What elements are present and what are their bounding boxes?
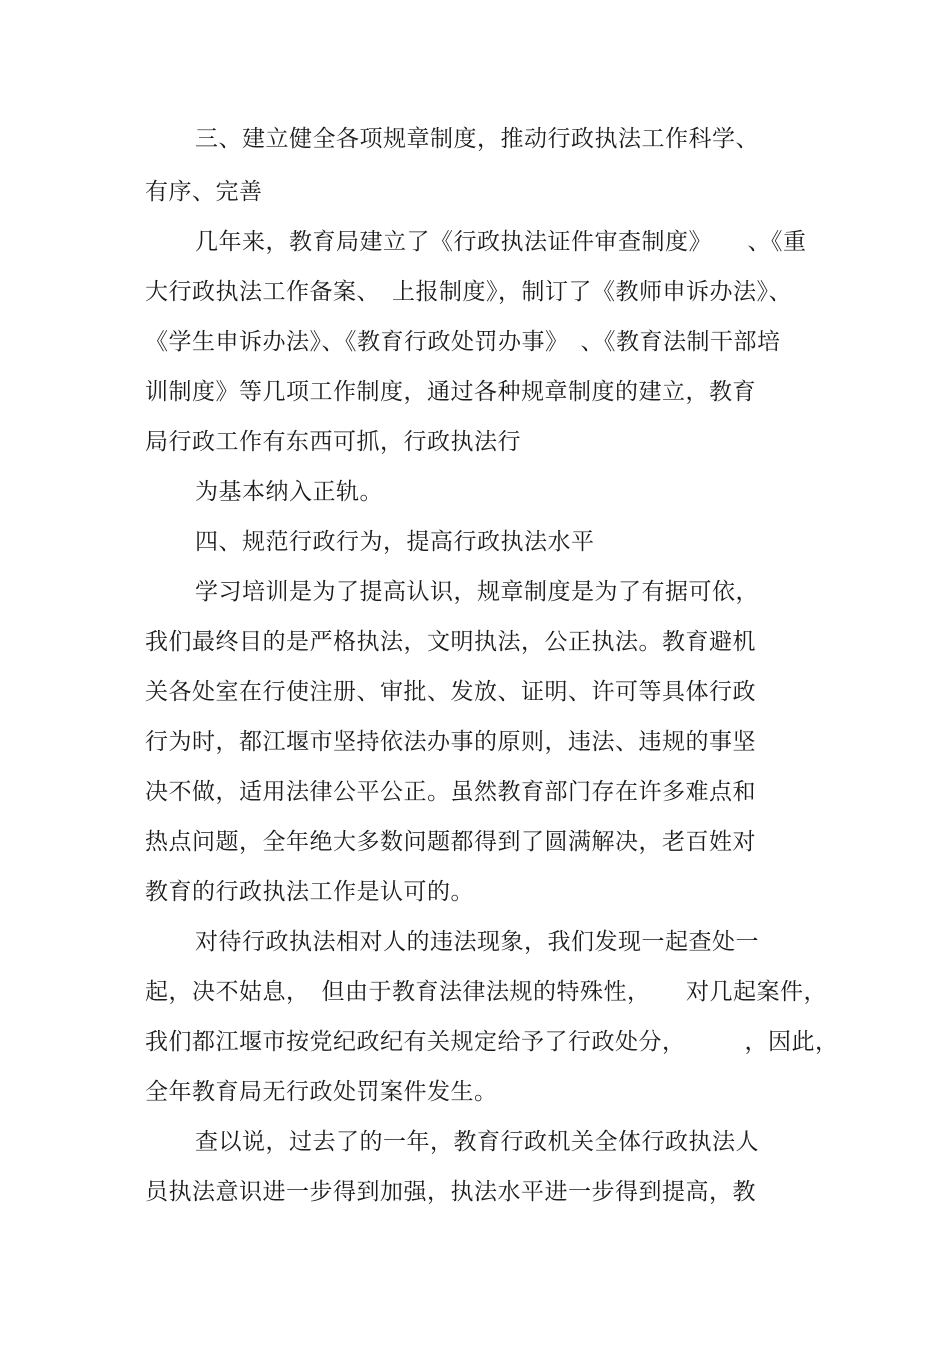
paragraph-line: 决不做，适用法律公平公正。虽然教育部门存在许多难点和 bbox=[145, 779, 756, 805]
section-heading-4: 四、规范行政行为，提高行政执法水平 bbox=[195, 529, 595, 555]
paragraph-line: 学习培训是为了提高认识，规章制度是为了有据可依， bbox=[195, 579, 759, 605]
section-heading-3: 三、建立健全各项规章制度，推动行政执法工作科学、 bbox=[195, 126, 759, 152]
paragraph-line: 局行政工作有东西可抓，行政执法行 bbox=[145, 429, 521, 455]
paragraph-line: 几年来，教育局建立了《行政执法证件审查制度》 、《重 bbox=[195, 229, 807, 255]
paragraph-line: 对待行政执法相对人的违法现象，我们发现一起查处一 bbox=[195, 929, 759, 955]
paragraph-line: 员执法意识进一步得到加强，执法水平进一步得到提高，教 bbox=[145, 1179, 756, 1205]
paragraph-line: 训制度》等几项工作制度，通过各种规章制度的建立，教育 bbox=[145, 379, 756, 405]
section-heading-3-cont: 有序、完善 bbox=[145, 179, 263, 205]
paragraph-line: 教育的行政执法工作是认可的。 bbox=[145, 879, 474, 905]
paragraph-line: 起，决不姑息， 但由于教育法律法规的特殊性， 对几起案件， bbox=[145, 979, 827, 1005]
paragraph-line: 热点问题，全年绝大多数问题都得到了圆满解决，老百姓对 bbox=[145, 829, 756, 855]
paragraph-line: 《学生申诉办法》、《教育行政处罚办事》 、《教育法制干部培 bbox=[145, 329, 781, 355]
paragraph-line: 行为时，都江堰市坚持依法办事的原则，违法、违规的事坚 bbox=[145, 729, 756, 755]
paragraph-line: 我们都江堰市按党纪政纪有关规定给予了行政处分， ，因此， bbox=[145, 1029, 839, 1055]
paragraph-line: 大行政执法工作备案、 上报制度》，制订了《教师申诉办法》、 bbox=[145, 279, 792, 305]
paragraph-line: 为基本纳入正轨。 bbox=[195, 479, 383, 505]
paragraph-line: 全年教育局无行政处罚案件发生。 bbox=[145, 1079, 498, 1105]
paragraph-line: 关各处室在行使注册、审批、发放、证明、许可等具体行政 bbox=[145, 679, 756, 705]
paragraph-line: 我们最终目的是严格执法，文明执法，公正执法。教育避机 bbox=[145, 629, 756, 655]
paragraph-line: 查以说，过去了的一年，教育行政机关全体行政执法人 bbox=[195, 1129, 759, 1155]
